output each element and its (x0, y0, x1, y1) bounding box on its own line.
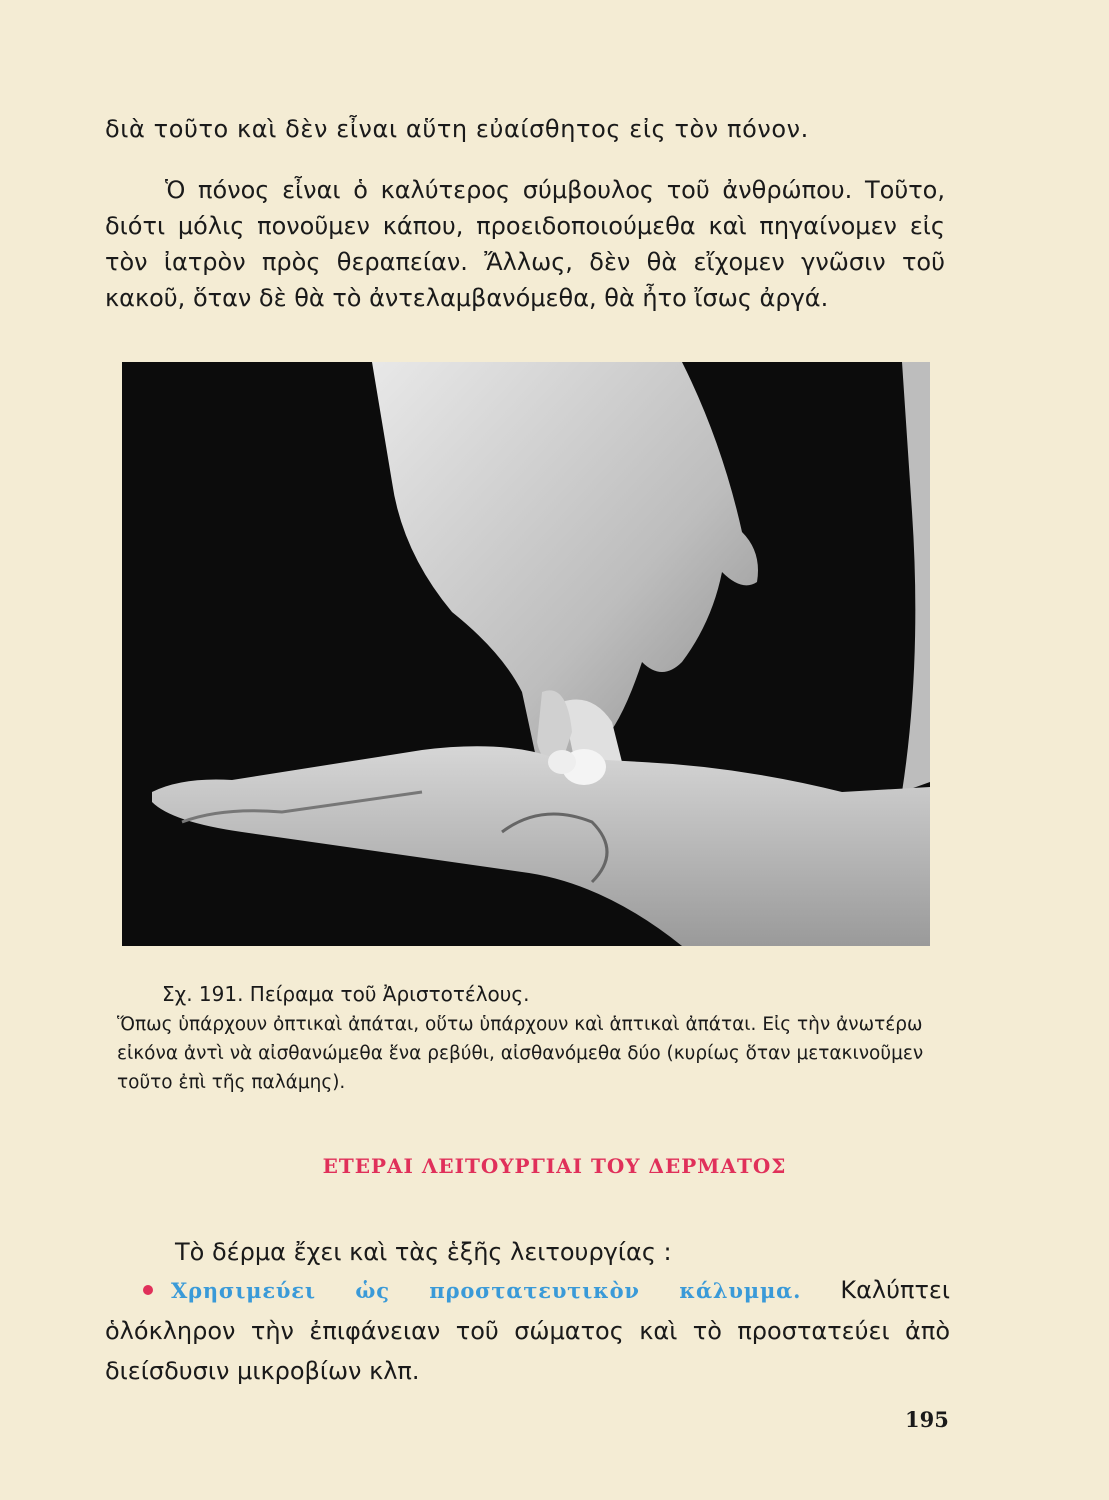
figure-caption-text: Ὅπως ὑπάρχουν ὀπτικαὶ ἀπάται, οὕτω ὑπάρχουν καὶ ἁπτικαὶ ἀπάται. Εἰς τὴν ἀνωτέρω εἰκόνα ἀντὶ νὰ αἰσθανώμεθα ἕνα ρεβύθι, αἰσθανόμεθα δύο (κυρίως ὅταν μετακινοῦμεν τοῦτο ἐπὶ τῆς παλάμης). (117, 1014, 924, 1093)
figure-caption-title: Σχ. 191. Πείραμα τοῦ Ἀριστοτέλους. (162, 982, 530, 1006)
paragraph-pain-text: Ὁ πόνος εἶναι ὁ καλύτερος σύμβουλος τοῦ ἀνθρώπου. Τοῦτο, διότι μόλις πονοῦμεν κάπου, προειδοποιούμεθα καὶ πηγαίνομεν εἰς τὸν ἰατρὸν πρὸς θεραπείαν. Ἄλλως, δὲν θὰ εἴχομεν γνῶσιν τοῦ κακοῦ, ὅταν δὲ θὰ τὸ ἀντελαμβανόμεθα, θὰ ἦτο ἴσως ἀργά. (105, 176, 945, 312)
bullet-highlight: Χρησιμεύει ὡς προστατευτικὸν κάλυμμα. (171, 1278, 802, 1303)
top-text-line: διὰ τοῦτο καὶ δὲν εἶναι αὕτη εὐαίσθητος εἰς τὸν πόνον. (105, 115, 809, 143)
page-number: 195 (905, 1407, 949, 1432)
bullet-text: Καλύπτει ὁλόκληρον τὴν ἐπιφάνειαν τοῦ σώματος καὶ τὸ προστατεύει ἀπὸ διείσδυσιν μικροβίων κλπ. (105, 1276, 950, 1385)
intro-line: Τὸ δέρμα ἔχει καὶ τὰς ἑξῆς λειτουργίας : (175, 1238, 672, 1266)
figure-photo (122, 362, 930, 946)
paragraph-pain (105, 172, 945, 316)
hands-illustration (122, 362, 930, 946)
section-heading: ΕΤΕΡΑΙ ΛΕΙΤΟΥΡΓΙΑΙ ΤΟΥ ΔΕΡΜΑΤΟΣ (322, 1154, 787, 1178)
bullet-paragraph (105, 1270, 950, 1391)
bullet-dot-icon (143, 1285, 153, 1295)
